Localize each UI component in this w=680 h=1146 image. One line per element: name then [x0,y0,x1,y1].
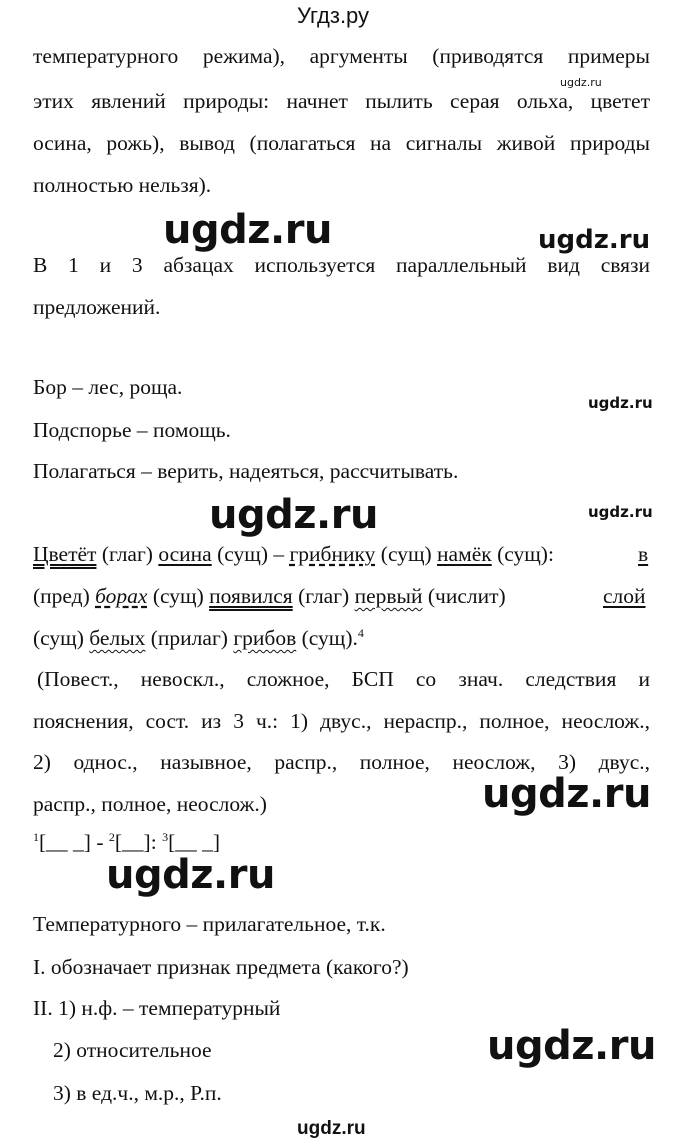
text-line: 3) в ед.ч., м.р., Р.п. [53,1081,222,1105]
text-line: осина, рожь), вывод (полагаться на сигналы живой природы [33,131,650,155]
text-line: этих явлений природы: начнет пылить серая ольха, цветет [33,89,650,113]
predicate-word: появился [209,584,293,608]
scheme-part: [__] [114,830,151,855]
object-word: грибнику [289,542,376,566]
footnote-mark: 4 [357,626,364,640]
text-line: предложений. [33,295,161,319]
text-line: распр., полное, неослож.) [33,792,267,816]
scheme-index: 3 [162,830,169,844]
watermark: ugdz.ru [487,1023,656,1069]
scheme-index: 1 [33,830,39,844]
text-line: II. 1) н.ф. – температурный [33,996,281,1020]
subject-word: осина [158,542,212,566]
scheme-sign: : [150,830,163,855]
watermark: ugdz.ru [588,394,653,412]
pos-label: (сущ): [491,542,560,566]
watermark: ugdz.ru [560,76,602,89]
scheme-index: 2 [108,830,115,844]
scheme-sign: - [90,830,109,855]
watermark: ugdz.ru [209,492,378,538]
text-line: В 1 и 3 абзацах используется параллельный вид связи [33,253,650,277]
synonym-line: Бор – лес, роща. [33,375,183,399]
pos-label: (сущ) [147,584,210,608]
text-line: (Повест., невоскл., сложное, БСП со знач. следствия и [37,667,650,691]
watermark: ugdz.ru [482,771,651,817]
text-line: 2) однос., назывное, распр., полное, неослож, 3) двус., [33,750,650,774]
subject-word: слой [603,584,646,608]
text-line: I. обозначает признак предмета (какого?) [33,955,409,979]
pos-label: (глаг) [292,584,355,608]
watermark: ugdz.ru [538,225,651,255]
pos-label: (пред) [33,584,96,608]
synonym-line: Полагаться – верить, надеяться, рассчитывать. [33,459,459,483]
text-line: Температурного – прилагательное, т.к. [33,912,386,936]
text-line: 2) относительное [53,1038,212,1062]
parse-line-1 [33,542,650,567]
scheme-part: [__ _] [39,830,91,855]
preposition-word: в [638,542,649,566]
attribute-word: белых [89,626,146,651]
subject-word: намёк [437,542,492,566]
adverbial-word: борах [95,584,148,608]
predicate-word: Цветёт [33,542,97,566]
attribute-word: грибов [233,626,297,651]
pos-label: (числит) [422,584,512,608]
synonym-line: Подспорье – помощь. [33,418,231,442]
text-line: полностью нельзя). [33,173,212,197]
text-line: температурного режима), аргументы (приводятся примеры [33,44,650,68]
watermark: ugdz.ru [588,503,653,521]
parse-line-3 [33,626,364,651]
text-line: пояснения, сост. из 3 ч.: 1) двус., нераспр., полное, неослож., [33,709,650,733]
scheme-part: [__ _] [168,830,221,855]
pos-label: (сущ) [375,542,438,566]
attribute-word: первый [354,584,423,608]
pos-label: (прилаг) [145,626,234,651]
site-title: Угдз.ру [297,3,370,28]
parse-line-2 [33,584,511,609]
pos-label: (сущ) – [211,542,290,566]
footer-site: ugdz.ru [297,1118,366,1139]
watermark: ugdz.ru [163,207,332,253]
pos-label: (сущ). [296,626,358,651]
pos-label: (сущ) [33,626,90,651]
pos-label: (глаг) [96,542,159,566]
watermark: ugdz.ru [106,852,275,898]
